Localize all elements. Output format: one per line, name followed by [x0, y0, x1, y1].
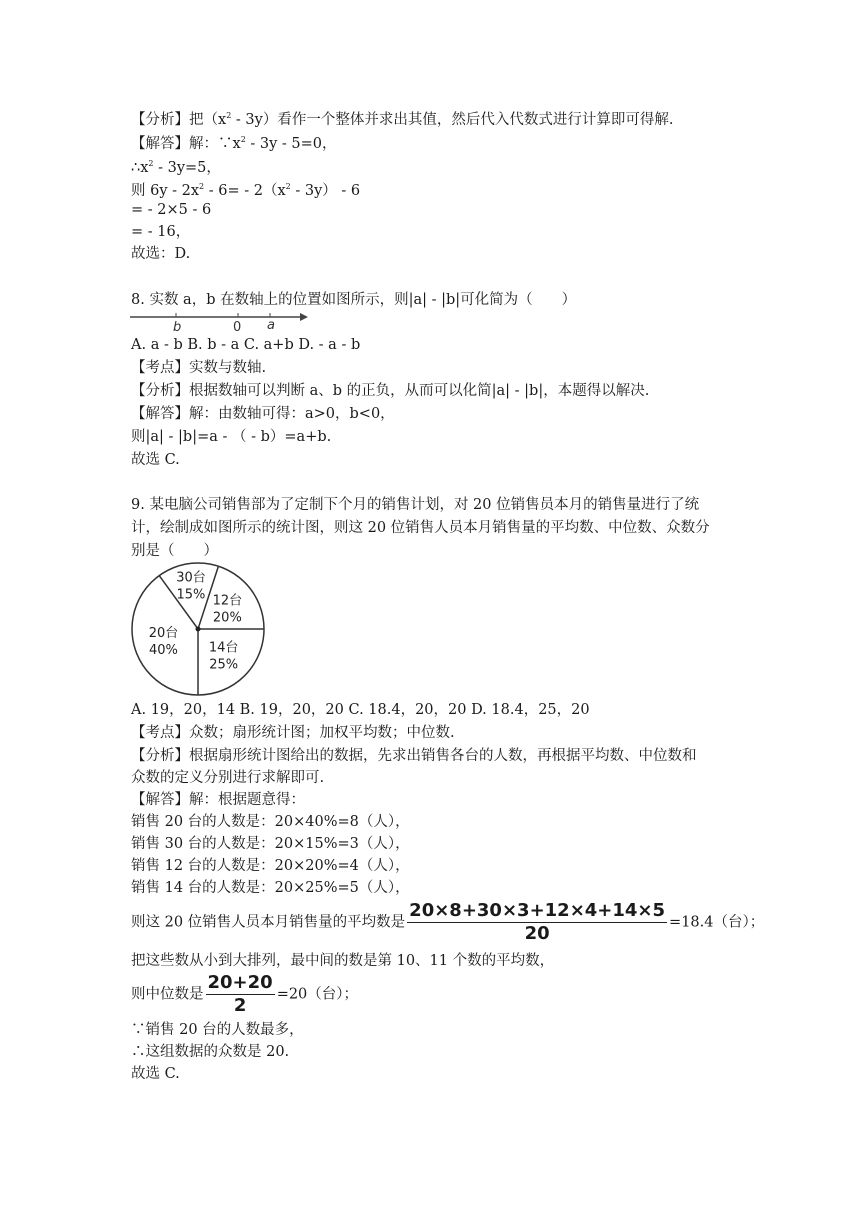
q7-solution-head: 【解答】解：$\because x^2$ ‑ 3y ‑ 5=0， [131, 135, 337, 152]
number-line-label-a: a [267, 318, 275, 333]
q9-analysis-line1: 【分析】根据扇形统计图给出的数据，先求出销售各台的人数，再根据平均数、中位数和 [131, 748, 697, 764]
q8-options: A. a ‑ b B. b ‑ a C. a+b D. ‑ a ‑ b [131, 337, 361, 353]
number-line-label-b: b [173, 320, 182, 334]
q7-line3: 则 6y ‑ $2x^2$ ‑ 6= ‑ $2(x^2$ ‑ 3y） ‑ 6 [131, 182, 361, 199]
median-fraction [206, 972, 275, 1017]
median-suffix: =20（台）； [276, 986, 359, 1003]
q7-analysis: 【分析】把（$x^2$ ‑ 3y）看作一个整体并求出其值，然后代入代数式进行计算即可得解. [131, 111, 674, 128]
q9-question-line2: 计，绘制成如图所示的统计图，则这 20 位销售人员本月销售量的平均数、中位数、众数分 [131, 520, 710, 536]
pie-slice-label-2: 14台 [208, 640, 239, 656]
q8-answer: 故选 C. [131, 452, 180, 468]
pie-slice-label-0: 30台 [176, 570, 206, 586]
q7-line4: = ‑ 2×5 ‑ 6 [131, 202, 212, 218]
q9-because: ∵销售 20 台的人数最多， [131, 1022, 304, 1038]
q9-therefore: ∴这组数据的众数是 20. [131, 1044, 290, 1060]
q7-line2: $\therefore x^2$ ‑ 3y=5， [131, 159, 221, 176]
q9-question-line1: 9. 某电脑公司销售部为了定制下个月的销售计划，对 20 位销售员本月的销售量进行了统 [131, 497, 700, 513]
pie-slice-label-1: 12台 [212, 593, 243, 609]
q9-question-line3: 别是（ ） [131, 543, 218, 559]
pie-slice-label-3: 20台 [148, 626, 179, 642]
mean-suffix: =18.4（台）； [669, 914, 765, 931]
mean-fraction [407, 900, 667, 945]
q9-median-line [131, 972, 358, 1017]
q9-calc-12: 销售 12 台的人数是：20×20%=4（人）， [131, 858, 410, 874]
q9-mean-line [131, 900, 764, 945]
q9-calc-14: 销售 14 台的人数是：20×25%=5（人）， [131, 880, 410, 896]
q9-analysis-line2: 众数的定义分别进行求解即可. [131, 770, 325, 786]
mean-prefix: 则这 20 位销售人员本月销售量的平均数是 [131, 914, 406, 931]
q8-analysis: 【分析】根据数轴可以判断 a、b 的正负，从而可以化简|a| ‑ |b|，本题得以解决. [131, 383, 650, 399]
q9-solution: 【解答】解：根据题意得： [131, 792, 305, 808]
q9-kaodian: 【考点】众数；扇形统计图；加权平均数；中位数. [131, 725, 455, 741]
q9-calc-30: 销售 30 台的人数是：20×15%=3（人）， [131, 836, 410, 852]
pie-slice-pct-3: 40% [149, 643, 178, 659]
pie-chart [128, 562, 268, 698]
number-line-figure [128, 310, 312, 334]
q9-calc-20: 销售 20 台的人数是：20×40%=8（人）， [131, 814, 410, 830]
q8-solution: 【解答】解：由数轴可得：a>0，b<0， [131, 406, 395, 422]
q8-question: 8. 实数 a，b 在数轴上的位置如图所示，则|a| ‑ |b|可化简为（ ） [131, 292, 577, 308]
q7-answer: 故选：D. [131, 246, 191, 262]
pie-slice-pct-2: 25% [209, 657, 239, 673]
number-line-label-0: 0 [233, 320, 242, 334]
median-numerator: 20+20 [207, 972, 273, 993]
q9-options: A. 19，20，14 B. 19，20，20 C. 18.4，20，20 D. 18.4，25，20 [131, 702, 590, 718]
mean-denominator: 20 [524, 923, 550, 944]
median-prefix: 则中位数是 [131, 986, 204, 1003]
q8-line2: 则|a| ‑ |b|=a ‑ （ ‑ b）=a+b. [131, 429, 332, 445]
q9-answer: 故选 C. [131, 1066, 180, 1082]
q7-line5: = ‑ 16， [131, 224, 191, 240]
pie-center-dot [196, 627, 201, 632]
number-line-arrow [300, 313, 308, 321]
pie-slice-pct-0: 15% [176, 587, 206, 603]
pie-slice-pct-1: 20% [212, 610, 242, 626]
q9-sort-line: 把这些数从小到大排列，最中间的数是第 10、11 个数的平均数， [131, 953, 555, 969]
median-denominator: 2 [233, 995, 247, 1016]
mean-numerator: 20×8+30×3+12×4+14×5 [409, 900, 666, 921]
q8-kaodian: 【考点】实数与数轴. [131, 360, 267, 376]
